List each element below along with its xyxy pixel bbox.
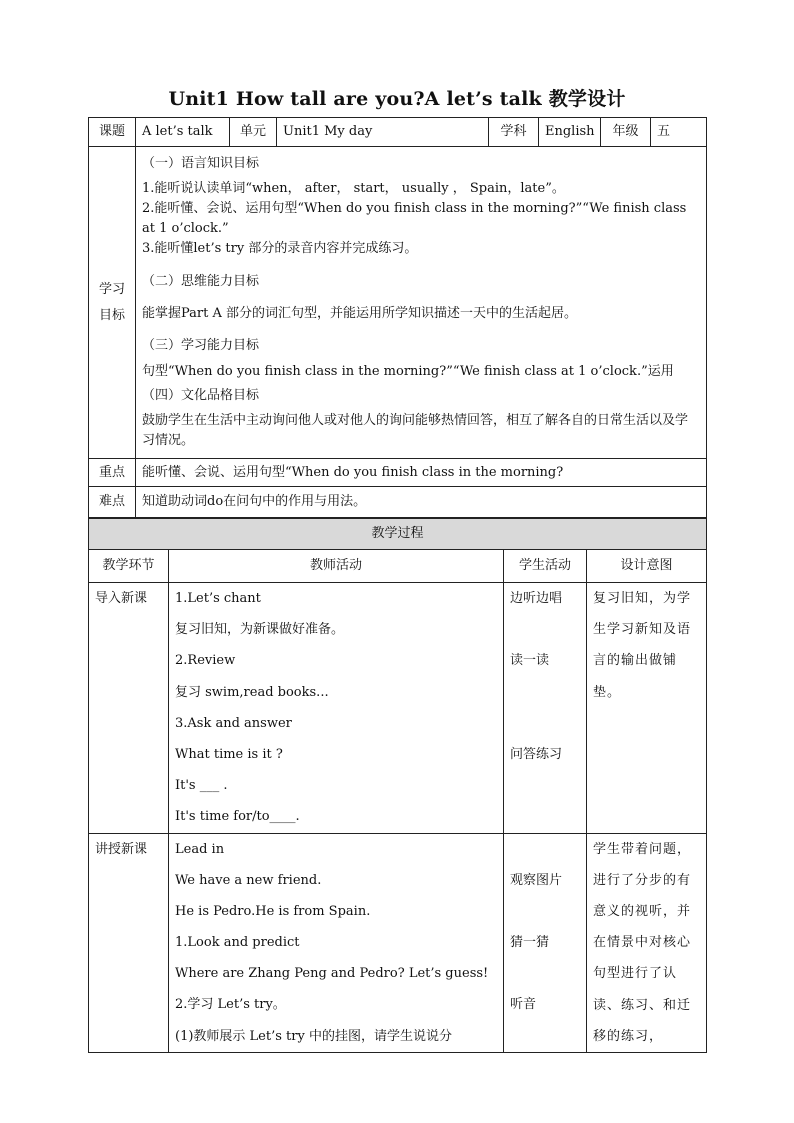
process-row-intro <box>89 583 707 834</box>
teacher-line: Where are Zhang Peng and Pedro? Let’s guess! <box>175 966 489 982</box>
objective-heading-1: （一）语言知识目标 <box>142 155 260 171</box>
teacher-line: What time is it ? <box>175 746 283 762</box>
student-line: 边听边唱 <box>510 591 563 606</box>
student-line <box>510 958 580 989</box>
objective-heading-2: （二）思维能力目标 <box>142 273 260 289</box>
stage-intro: 导入新课 <box>89 583 169 834</box>
key-point-value: 能听懂、会说、运用句型“When do you finish class in the morning? <box>136 459 707 487</box>
teacher-line: (1)教师展示 Let’s try 中的挂图，请学生说说分 <box>175 1028 452 1044</box>
lesson-info-table <box>88 117 707 518</box>
unit-value: Unit1 My day <box>277 118 489 147</box>
student-activities-new <box>504 833 587 1052</box>
unit-label: 单元 <box>230 118 277 147</box>
teacher-line: 1.Look and predict <box>175 935 300 951</box>
topic-value: A let’s talk <box>136 118 230 147</box>
student-line: 问答练习 <box>510 746 563 762</box>
teacher-line: 2.Review <box>175 653 236 669</box>
teacher-line: 3.Ask and answer <box>175 715 292 731</box>
student-activities-intro <box>504 583 587 834</box>
key-point-row <box>89 459 707 487</box>
teaching-process-table <box>88 518 707 1053</box>
teacher-line: We have a new friend. <box>175 872 322 888</box>
col-stage: 教学环节 <box>89 550 169 583</box>
objective-line-5: 句型“When do you finish class in the morning?”“We finish class at 1 o’clock.”运用 <box>142 363 674 379</box>
teacher-line: It's time for/to____. <box>175 809 300 825</box>
student-line <box>510 770 580 801</box>
student-line <box>510 614 580 645</box>
student-line: 猜一猜 <box>510 935 550 951</box>
teacher-line: 复习旧知，为新课做好准备。 <box>175 622 345 638</box>
teacher-line: 1.Let’s chant <box>175 591 261 606</box>
objectives-content <box>136 147 707 459</box>
student-line <box>510 834 580 865</box>
grade-value: 五 <box>651 118 707 147</box>
difficulty-row <box>89 487 707 518</box>
objective-heading-3: （三）学习能力目标 <box>142 337 260 353</box>
teacher-line: It's ___ . <box>175 778 228 794</box>
student-line <box>510 801 580 832</box>
col-teacher: 教师活动 <box>169 550 504 583</box>
student-line: 观察图片 <box>510 872 563 888</box>
process-banner: 教学过程 <box>89 519 707 550</box>
objective-line-6: 鼓励学生在生活中主动询问他人或对他人的询问能够热情回答，相互了解各自的日常生活以及学习情况。 <box>142 412 689 448</box>
key-point-label: 重点 <box>89 459 136 487</box>
col-intent: 设计意图 <box>587 550 707 583</box>
student-line <box>510 677 580 708</box>
objective-line-1: 1.能听说认读单词“when， after， start， usually ， Spain，late”。 <box>142 180 565 196</box>
difficulty-label: 难点 <box>89 487 136 518</box>
design-intent-new: 学生带着问题，进行了分步的有意义的视听，并在情景中对核心句型进行了认读、练习、和迁移的练习， <box>587 833 707 1052</box>
teacher-line: 复习 swim,read books... <box>175 684 329 700</box>
document-title: Unit1 How tall are you?A let’s talk 教学设计 <box>168 88 626 110</box>
stage-new-lesson: 讲授新课 <box>89 833 169 1052</box>
teacher-line: He is Pedro.He is from Spain. <box>175 903 371 919</box>
design-intent-intro: 复习旧知，为学生学习新知及语言的输出做铺垫。 <box>587 583 707 834</box>
student-line: 听音 <box>510 997 537 1013</box>
process-row-new <box>89 833 707 1052</box>
process-header-row <box>89 550 707 583</box>
subject-value: English <box>539 118 601 147</box>
col-student: 学生活动 <box>504 550 587 583</box>
student-line <box>510 1021 580 1052</box>
teacher-activities-new <box>169 833 504 1052</box>
teacher-line: Lead in <box>175 841 225 857</box>
difficulty-value: 知道助动词do在问句中的作用与用法。 <box>136 487 707 518</box>
objectives-label: 学习目标 <box>89 147 136 459</box>
subject-label: 学科 <box>489 118 539 147</box>
teacher-activities-intro <box>169 583 504 834</box>
student-line <box>510 896 580 927</box>
teacher-line: 2.学习 Let’s try。 <box>175 997 286 1013</box>
topic-label: 课题 <box>89 118 136 147</box>
objective-heading-4: （四）文化品格目标 <box>142 387 260 403</box>
objectives-row <box>89 147 707 459</box>
process-banner-row <box>89 519 707 550</box>
objective-line-2: 2.能听懂、会说、运用句型“When do you finish class in the morning?”“We finish class at 1 o’clock.” <box>142 200 687 236</box>
grade-label: 年级 <box>601 118 651 147</box>
student-line: 读一读 <box>510 653 550 669</box>
lesson-header-row <box>89 118 707 147</box>
student-line <box>510 708 580 739</box>
objective-line-3: 3.能听懂let’s try 部分的录音内容并完成练习。 <box>142 240 418 256</box>
objective-line-4: 能掌握Part A 部分的词汇句型，并能运用所学知识描述一天中的生活起居。 <box>142 305 578 321</box>
